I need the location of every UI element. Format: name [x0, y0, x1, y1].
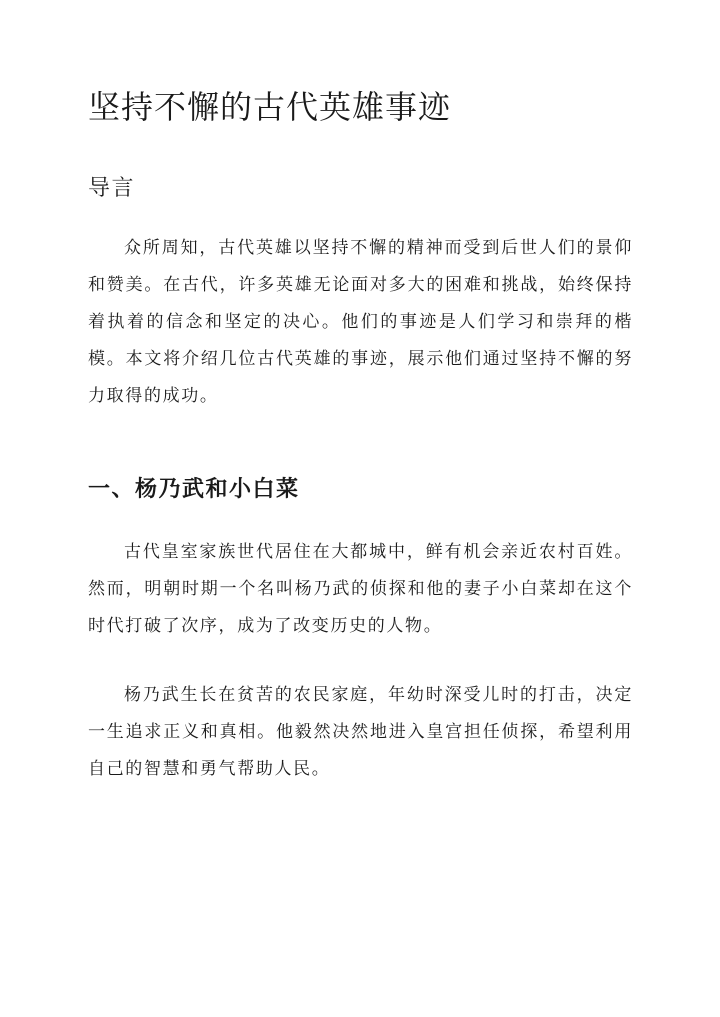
section-one-paragraph-1: 古代皇室家族世代居住在大都城中，鲜有机会亲近农村百姓。然而，明朝时期一个名叫杨乃武的侦探和他的妻子小白菜却在这个时代打破了次序，成为了改变历史的人物。	[88, 542, 633, 636]
section-heading-one: 一、杨乃武和小白菜	[88, 476, 300, 502]
section-one-paragraph-2: 杨乃武生长在贫苦的农民家庭，年幼时深受儿时的打击，决定一生追求正义和真相。他毅然决然地进入皇宫担任侦探，希望利用自己的智慧和勇气帮助人民。	[88, 685, 633, 779]
section-heading-intro: 导言	[88, 176, 136, 201]
intro-paragraph: 众所周知，古代英雄以坚持不懈的精神而受到后世人们的景仰和赞美。在古代，许多英雄无论面对多大的困难和挑战，始终保持着执着的信念和坚定的决心。他们的事迹是人们学习和崇拜的楷模。本文将介绍几位古代英雄的事迹，展示他们通过坚持不懈的努力取得的成功。	[88, 238, 633, 406]
document-title: 坚持不懈的古代英雄事迹	[88, 88, 452, 126]
